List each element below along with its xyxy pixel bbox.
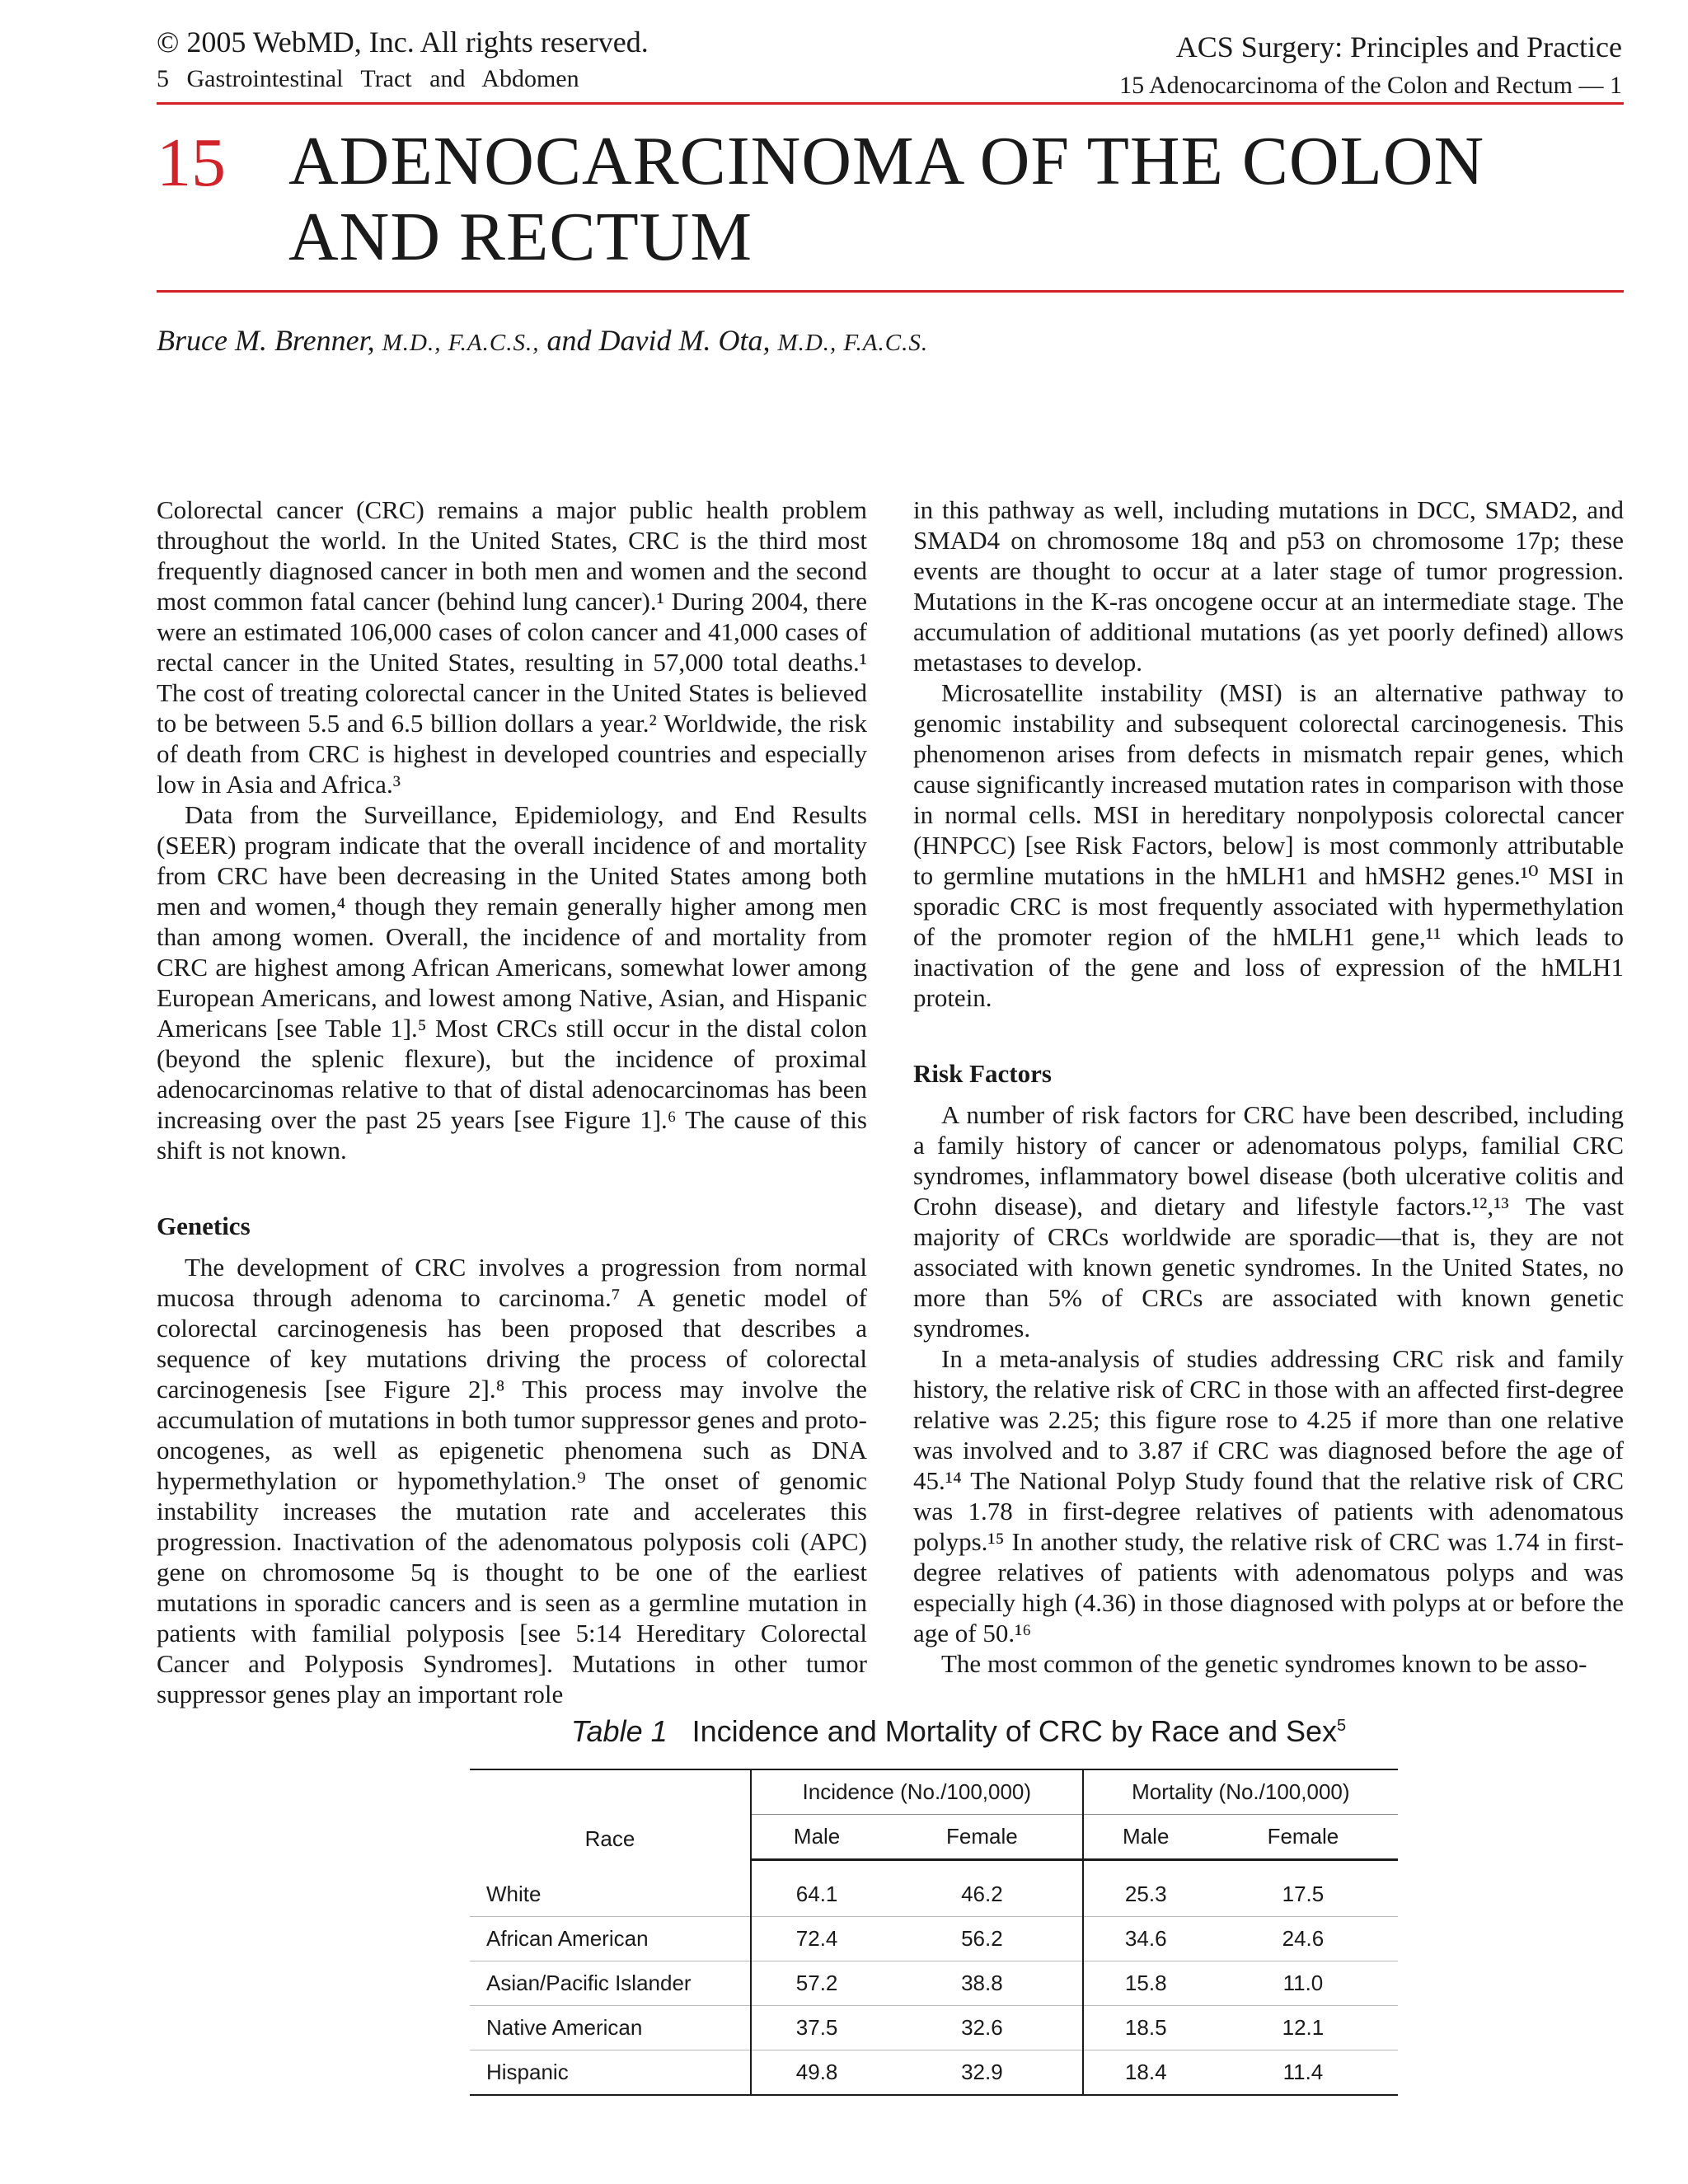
cell-mortality-female: 11.0 bbox=[1208, 1961, 1398, 2006]
cell-incidence-female: 46.2 bbox=[882, 1872, 1082, 1917]
body-paragraph: in this pathway as well, including mutations in DCC, SMAD2, and SMAD4 on chromosome 18q and p53 on chromosome 17p; these events are thought to occur at a later stage of tumor progression. Mutations in the K-ras oncogene occur at an intermediate stage. The accumulation of additional mutations (as yet poorly defined) allows metastases to develop. bbox=[913, 495, 1624, 677]
cell-mortality-male: 34.6 bbox=[1083, 1917, 1208, 1961]
copyright-notice: © 2005 WebMD, Inc. All rights reserved. bbox=[157, 26, 649, 59]
table-row bbox=[470, 1872, 1398, 1917]
body-paragraph: In a meta-analysis of studies addressing CRC risk and family history, the relative risk of CRC in those with an affected first-degree relative was 2.25; this figure rose to 4.25 if more than one relative was involved and to 3.87 if CRC was diagnosed before the age of 45.¹⁴ The National Polyp Study found that the relative risk of CRC was 1.78 in first-degree relatives of patients with adenomatous polyps.¹⁵ In another study, the relative risk of CRC was 1.74 in first-degree relatives of patients with adenomatous polyps and was especially high (4.36) in those diagnosed with polyps at or before the age of 50.¹⁶ bbox=[913, 1344, 1624, 1647]
cell-mortality-female: 11.4 bbox=[1208, 2050, 1398, 2096]
body-paragraph: Colorectal cancer (CRC) remains a major public health problem throughout the world. In the United States, CRC is the third most frequently diagnosed cancer in both men and women and the second most common fatal cancer (behind lung cancer).¹ During 2004, there were an estimated 106,000 cases of colon cancer and 41,000 cases of rectal cancer in the United States, resulting in 57,000 total deaths.¹ The cost of treating colorectal cancer in the United States is believed to be between 5.5 and 6.5 billion dollars a year.² Worldwide, the risk of death from CRC is highest in developed countries and especially low in Asia and Africa.³ bbox=[157, 495, 867, 799]
column-header-mortality-male: Male bbox=[1083, 1815, 1208, 1860]
cell-incidence-male: 37.5 bbox=[751, 2006, 882, 2050]
column-header-incidence-female: Female bbox=[882, 1815, 1082, 1860]
cell-incidence-male: 64.1 bbox=[751, 1872, 882, 1917]
body-paragraph: The most common of the genetic syndromes known to be asso- bbox=[941, 1649, 1587, 1678]
cell-race: Hispanic bbox=[470, 2050, 751, 2096]
cell-race: White bbox=[470, 1872, 751, 1917]
table-caption bbox=[519, 1714, 1398, 1749]
running-header-right bbox=[1119, 28, 1622, 102]
author-line bbox=[157, 323, 928, 358]
column-header-incidence-male: Male bbox=[751, 1815, 882, 1860]
table-label: Table 1 bbox=[570, 1714, 668, 1748]
cell-incidence-female: 38.8 bbox=[882, 1961, 1082, 2006]
cell-incidence-male: 72.4 bbox=[751, 1917, 882, 1961]
cell-incidence-female: 56.2 bbox=[882, 1917, 1082, 1961]
cell-mortality-male: 18.4 bbox=[1083, 2050, 1208, 2096]
author-name: David M. Ota, bbox=[598, 324, 771, 357]
section-heading-genetics: Genetics bbox=[157, 1212, 251, 1240]
cell-mortality-male: 15.8 bbox=[1083, 1961, 1208, 2006]
author-credentials: M.D., F.A.C.S., bbox=[382, 330, 540, 356]
cell-incidence-female: 32.9 bbox=[882, 2050, 1082, 2096]
body-paragraph: Data from the Surveillance, Epidemiology, and End Results (SEER) program indicate that the overall incidence of and mortality from CRC have been decreasing in the United States among both men and women,⁴ though they remain generally higher among men than among women. Overall, the incidence of and mortality from CRC are highest among African Americans, somewhat lower among European Americans, and lowest among Native, Asian, and Hispanic Americans [see Table 1].⁵ Most CRCs still occur in the distal colon (beyond the splenic flexure), but the incidence of proximal adenocarcinomas relative to that of distal adenocarcinomas has been increasing over the past 25 years [see Figure 1].⁶ The cause of this shift is not known. bbox=[157, 800, 867, 1165]
body-column-left bbox=[157, 494, 867, 1709]
running-header-left bbox=[157, 23, 649, 96]
cell-mortality-female: 12.1 bbox=[1208, 2006, 1398, 2050]
cell-mortality-female: 24.6 bbox=[1208, 1917, 1398, 1961]
body-paragraph: A number of risk factors for CRC have been described, including a family history of cancer or adenomatous polyps, familial CRC syndromes, inflammatory bowel disease (both ulcerative colitis and Crohn disease), and dietary and lifestyle factors.¹²,¹³ The vast majority of CRCs worldwide are sporadic—that is, they are not associated with known genetic syndromes. In the United States, no more than 5% of CRCs are associated with known genetic syndromes. bbox=[913, 1100, 1624, 1343]
body-paragraph: The development of CRC involves a progression from normal mucosa through adenoma to carcinoma.⁷ A genetic model of colorectal carcinogenesis has been proposed that describes a sequence of key mutations driving the process of colorectal carcinogenesis [see Figure 2].⁸ This process may involve the accumulation of mutations in both tumor suppressor genes and proto-oncogenes, as well as epigenetic phenomena such as DNA hypermethylation or hypomethylation.⁹ The onset of genomic instability increases the mutation rate and accelerates this progression. Inactivation of the adenomatous polyposis coli (APC) gene on chromosome 5q is thought to be one of the earliest mutations in sporadic cancers and is seen as a germline mutation in patients with familial polyposis [see 5:14 Hereditary Colorectal Cancer and Polyposis Syndromes]. Mutations in other tumor suppressor genes play an important role bbox=[157, 1253, 867, 1708]
cell-race: Asian/Pacific Islander bbox=[470, 1961, 751, 2006]
cell-incidence-female: 32.6 bbox=[882, 2006, 1082, 2050]
table-row bbox=[470, 2050, 1398, 2096]
column-header-mortality-female: Female bbox=[1208, 1815, 1398, 1860]
column-header-race: Race bbox=[470, 1769, 751, 1860]
book-title: ACS Surgery: Principles and Practice bbox=[1175, 30, 1622, 63]
section-heading-risk-factors: Risk Factors bbox=[913, 1059, 1052, 1088]
cell-incidence-male: 49.8 bbox=[751, 2050, 882, 2096]
chapter-number: 15 bbox=[157, 124, 226, 201]
table-reference: 5 bbox=[1337, 1717, 1347, 1735]
chapter-title: ADENOCARCINOMA OF THE COLON AND RECTUM bbox=[288, 123, 1485, 275]
body-column-right bbox=[913, 494, 1624, 1679]
title-rule bbox=[157, 290, 1624, 293]
table-row bbox=[470, 2006, 1398, 2050]
cell-race: African American bbox=[470, 1917, 751, 1961]
cell-mortality-male: 18.5 bbox=[1083, 2006, 1208, 2050]
table-title: Incidence and Mortality of CRC by Race and Sex bbox=[692, 1714, 1338, 1748]
author-joiner: and bbox=[546, 324, 592, 357]
table-1 bbox=[470, 1714, 1398, 2096]
column-group-incidence: Incidence (No./100,000) bbox=[751, 1769, 1083, 1815]
chapter-running-title: 15 Adenocarcinoma of the Colon and Rectum — 1 bbox=[1119, 72, 1622, 99]
cell-incidence-male: 57.2 bbox=[751, 1961, 882, 2006]
author-name: Bruce M. Brenner, bbox=[157, 324, 375, 357]
incidence-mortality-table bbox=[470, 1769, 1398, 2096]
header-rule bbox=[157, 102, 1624, 105]
table-row bbox=[470, 1917, 1398, 1961]
table-row bbox=[470, 1961, 1398, 2006]
cell-race: Native American bbox=[470, 2006, 751, 2050]
cell-mortality-male: 25.3 bbox=[1083, 1872, 1208, 1917]
section-label: 5 Gastrointestinal Tract and Abdomen bbox=[157, 65, 579, 92]
author-credentials: M.D., F.A.C.S. bbox=[777, 330, 929, 356]
column-group-mortality: Mortality (No./100,000) bbox=[1083, 1769, 1398, 1815]
body-paragraph: Microsatellite instability (MSI) is an alternative pathway to genomic instability and subsequent colorectal carcinogenesis. This phenomenon arises from defects in mismatch repair genes, which cause significantly increased mutation rates in comparison with those in normal cells. MSI in hereditary nonpolyposis colorectal cancer (HNPCC) [see Risk Factors, below] is most commonly attributable to germline mutations in the hMLH1 and hMSH2 genes.¹⁰ MSI in sporadic CRC is most frequently associated with hypermethylation of the promoter region of the hMLH1 gene,¹¹ which leads to inactivation of the gene and loss of expression of the hMLH1 protein. bbox=[913, 678, 1624, 1012]
cell-mortality-female: 17.5 bbox=[1208, 1872, 1398, 1917]
